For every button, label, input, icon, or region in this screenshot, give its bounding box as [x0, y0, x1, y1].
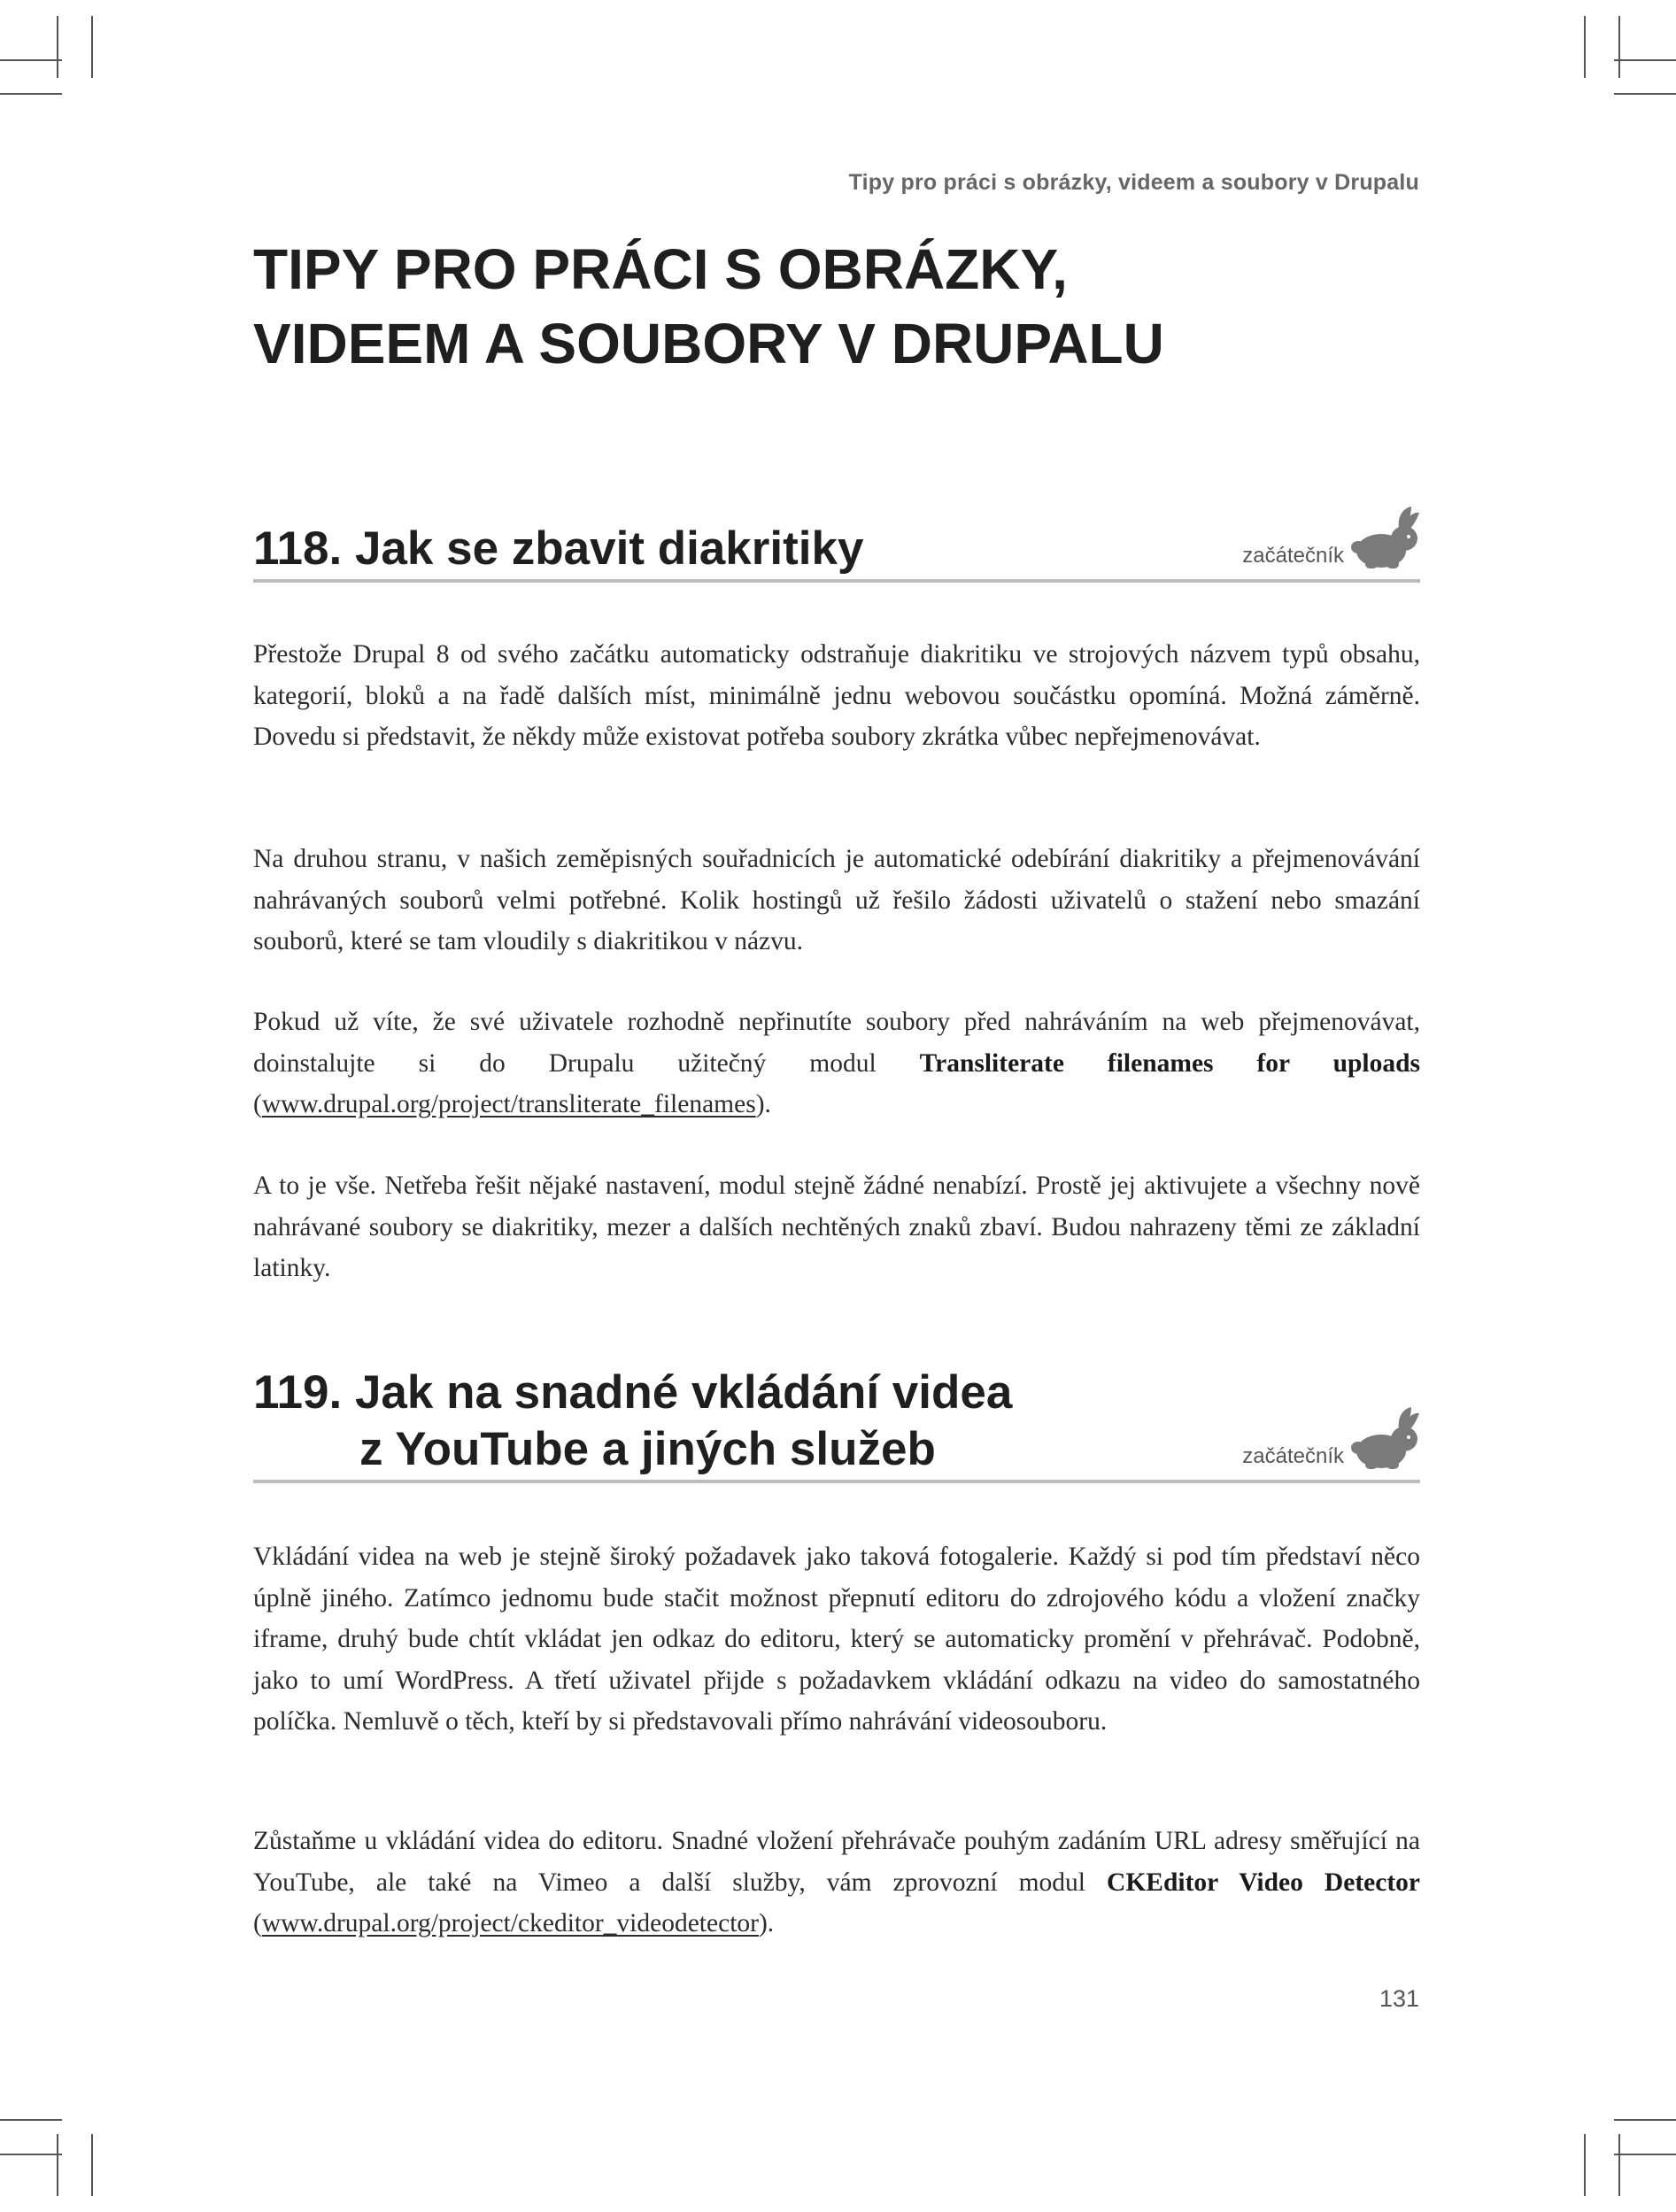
crop-mark: [91, 16, 93, 78]
rabbit-icon: [1348, 1405, 1420, 1473]
paren-close: ).: [758, 1909, 775, 1937]
section-119-title-line-2: z YouTube a jiných služeb: [359, 1423, 936, 1475]
page-number: 131: [1379, 1985, 1419, 2012]
module-name: CKEditor Video Detector: [1107, 1868, 1420, 1897]
chapter-title-line-1: TIPY PRO PRÁCI S OBRÁZKY,: [253, 237, 1068, 301]
crop-mark: [0, 93, 62, 95]
chapter-title: [253, 232, 1422, 381]
section-118-heading: [253, 521, 1420, 583]
level-badge: [1242, 1405, 1420, 1473]
crop-mark: [1618, 2134, 1620, 2196]
section-119-heading: [253, 1365, 1420, 1483]
crop-mark: [1614, 59, 1676, 61]
paragraph-text: Pokud už víte, že své uživatele rozhodně nepřinutíte soubory před nahráváním na web přejmenovávat, doinstalujte si do Drupalu užitečný modul: [253, 1008, 1420, 1078]
crop-mark: [0, 2154, 62, 2155]
crop-mark: [91, 2134, 93, 2196]
paragraph: Přestože Drupal 8 od svého začátku automaticky odstraňuje diakritiku ve strojových názvem typů obsahu, kategorií, bloků a na řadě dalších míst, minimálně jednu webovou součástku opomíná. Možná záměrně. Dovedu si představit, že někdy může existovat potřeba soubory zkrátka vůbec nepřejmenovávat.: [253, 640, 1420, 751]
level-label: začátečník: [1242, 1444, 1344, 1468]
crop-mark: [0, 59, 62, 61]
paren-close: ).: [755, 1090, 771, 1118]
crop-mark: [1618, 16, 1620, 78]
crop-mark: [1584, 2134, 1586, 2196]
crop-mark: [1614, 93, 1676, 95]
crop-mark: [57, 2134, 58, 2196]
section-119-title-line-1: 119. Jak na snadné vkládání videa: [253, 1366, 1013, 1419]
crop-mark: [57, 16, 58, 78]
paren-open: (: [253, 1909, 262, 1937]
module-link[interactable]: www.drupal.org/project/transliterate_filenames: [261, 1090, 756, 1118]
crop-mark: [1584, 16, 1586, 78]
running-head: Tipy pro práci s obrázky, videem a soubory v Drupalu: [848, 170, 1419, 195]
rabbit-icon: [1348, 505, 1420, 572]
paragraph: [253, 1002, 1420, 1125]
module-link[interactable]: www.drupal.org/project/ckeditor_videodetector: [261, 1909, 759, 1937]
module-name: Transliterate filenames for uploads: [919, 1048, 1420, 1078]
crop-mark: [0, 2119, 62, 2121]
paragraph: Vkládání videa na web je stejně široký požadavek jako taková fotogalerie. Každý si pod tím představí něco úplně jiného. Zatímco jednomu bude stačit možnost přepnutí editoru do zdrojového kódu a vložení značky iframe, druhý bude chtít vkládat jen odkaz do editoru, který se automaticky promění v přehrávač. Podobně, jako to umí WordPress. A třetí uživatel přijde s požadavkem vkládání odkazu na video do samostatného políčka. Nemluvě o těch, kteří by si představovali přímo nahrávání videosouboru.: [253, 1543, 1420, 1736]
paragraph: [253, 1821, 1420, 1945]
crop-mark: [1614, 2119, 1676, 2121]
paragraph-text: Zůstaňme u vkládání videa do editoru. Snadné vložení přehrávače pouhým zadáním URL adresy směřující na YouTube, ale také na Vimeo a další služby, vám zprovozní modul: [253, 1827, 1420, 1897]
paren-open: (: [253, 1090, 262, 1118]
level-badge: [1242, 505, 1420, 572]
level-label: začátečník: [1242, 544, 1344, 568]
section-118-title: 118. Jak se zbavit diakritiky: [253, 522, 864, 575]
paragraph: Na druhou stranu, v našich zeměpisných souřadnicích je automatické odebírání diakritiky a přejmenovávání nahrávaných souborů velmi potřebné. Kolik hostingů už řešilo žádosti uživatelů o stažení nebo smazání souborů, které se tam vloudily s diakritikou v názvu.: [253, 845, 1420, 955]
paragraph: A to je vše. Netřeba řešit nějaké nastavení, modul stejně žádné nenabízí. Prostě jej aktivujete a všechny nově nahrávané soubory se diakritiky, mezer a dalších nechtěných znaků zbaví. Budou nahrazeny těmi ze základní latinky.: [253, 1172, 1420, 1282]
chapter-title-line-2: VIDEEM A SOUBORY V DRUPALU: [253, 312, 1164, 375]
crop-mark: [1614, 2154, 1676, 2155]
